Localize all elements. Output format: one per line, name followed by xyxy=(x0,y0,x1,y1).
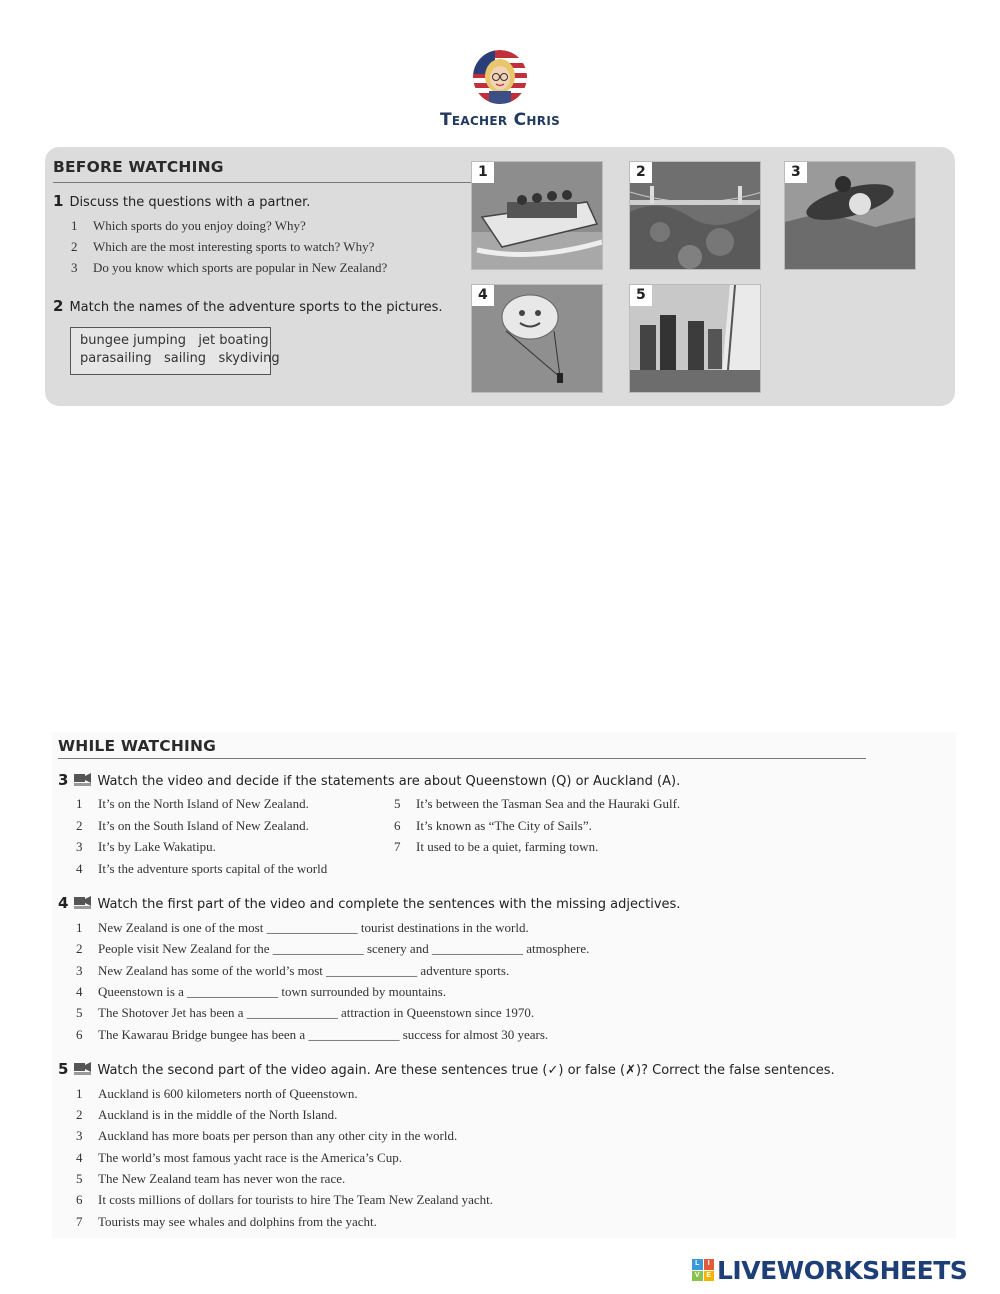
photo-skydivers xyxy=(784,161,916,270)
task-2-instruction: 2 Match the names of the adventure sports to the pictures. xyxy=(53,297,443,315)
list-item: 2 Auckland is in the middle of the North Island. xyxy=(76,1107,338,1122)
video-camera-icon xyxy=(74,896,91,909)
list-item: 4 It’s the adventure sports capital of the world xyxy=(76,861,328,876)
photo-sailing-yacht xyxy=(629,284,761,393)
word-bank xyxy=(70,327,280,375)
list-item: 5 It’s between the Tasman Sea and the Hauraki Gulf. xyxy=(394,796,681,811)
list-item: 5 The New Zealand team has never won the race. xyxy=(76,1171,346,1186)
photo-parasail xyxy=(471,284,603,393)
liveworksheets-wordmark: LIVEWORKSHEETS xyxy=(717,1255,968,1285)
while-watching-heading: WHILE WATCHING xyxy=(58,737,217,755)
list-item: 4 The world’s most famous yacht race is the America’s Cup. xyxy=(76,1150,402,1165)
photo-label: 4 xyxy=(472,285,494,306)
list-item: 3 New Zealand has some of the world’s most ______________ adventure sports. xyxy=(76,963,510,978)
list-item: 3 It’s by Lake Wakatipu. xyxy=(76,839,216,854)
list-item: 2 People visit New Zealand for the ______________ scenery and ______________ atmosphere. xyxy=(76,941,590,956)
word-bank-line-1: bungee jumping jet boating xyxy=(80,333,269,348)
photo-jet-boat xyxy=(471,161,603,270)
list-item: 3 Do you know which sports are popular in New Zealand? xyxy=(71,260,388,275)
word-bank-line-2: parasailing sailing skydiving xyxy=(80,351,280,366)
list-item: 1 New Zealand is one of the most ______________ tourist destinations in the world. xyxy=(76,920,529,935)
list-item: 1 It’s on the North Island of New Zealand. xyxy=(76,796,309,811)
photo-label: 1 xyxy=(472,162,494,183)
photo-bungee-bridge xyxy=(629,161,761,270)
task-4-instruction: 4 Watch the first part of the video and complete the sentences with the missing adjectives. xyxy=(58,894,681,912)
photo-label: 5 xyxy=(630,285,652,306)
liveworksheets-logo[interactable] xyxy=(692,1255,967,1285)
list-item: 5 The Shotover Jet has been a ______________ attraction in Queenstown since 1970. xyxy=(76,1005,535,1020)
task-3-instruction: 3 Watch the video and decide if the statements are about Queenstown (Q) or Auckland (A). xyxy=(58,771,681,789)
list-item: 6 The Kawarau Bridge bungee has been a ______________ success for almost 30 years. xyxy=(76,1027,549,1042)
list-item: 4 Queenstown is a ______________ town surrounded by mountains. xyxy=(76,984,447,999)
brand-title: Teacher Chris xyxy=(439,110,561,130)
list-item: 3 Auckland has more boats per person than any other city in the world. xyxy=(76,1128,458,1143)
list-item: 2 It’s on the South Island of New Zealand. xyxy=(76,818,309,833)
section-divider xyxy=(58,758,866,759)
list-item: 1 Which sports do you enjoy doing? Why? xyxy=(71,218,306,233)
photo-label: 3 xyxy=(785,162,807,183)
list-item: 2 Which are the most interesting sports to watch? Why? xyxy=(71,239,375,254)
teacher-chris-avatar-logo xyxy=(473,50,527,104)
video-camera-icon xyxy=(74,1062,91,1075)
liveworksheets-mark-icon: L I V E xyxy=(692,1259,714,1281)
video-camera-icon xyxy=(74,773,91,786)
before-watching-heading: BEFORE WATCHING xyxy=(53,158,224,176)
photo-label: 2 xyxy=(630,162,652,183)
section-divider xyxy=(53,182,471,183)
task-5-instruction: 5 Watch the second part of the video again. Are these sentences true (✓) or false (✗)? Correct the false sentences. xyxy=(58,1060,835,1078)
list-item: 7 Tourists may see whales and dolphins from the yacht. xyxy=(76,1214,377,1229)
task-1-instruction: 1 Discuss the questions with a partner. xyxy=(53,192,311,210)
list-item: 7 It used to be a quiet, farming town. xyxy=(394,839,599,854)
list-item: 6 It costs millions of dollars for tourists to hire The Team New Zealand yacht. xyxy=(76,1192,494,1207)
list-item: 1 Auckland is 600 kilometers north of Queenstown. xyxy=(76,1086,358,1101)
list-item: 6 It’s known as “The City of Sails”. xyxy=(394,818,592,833)
